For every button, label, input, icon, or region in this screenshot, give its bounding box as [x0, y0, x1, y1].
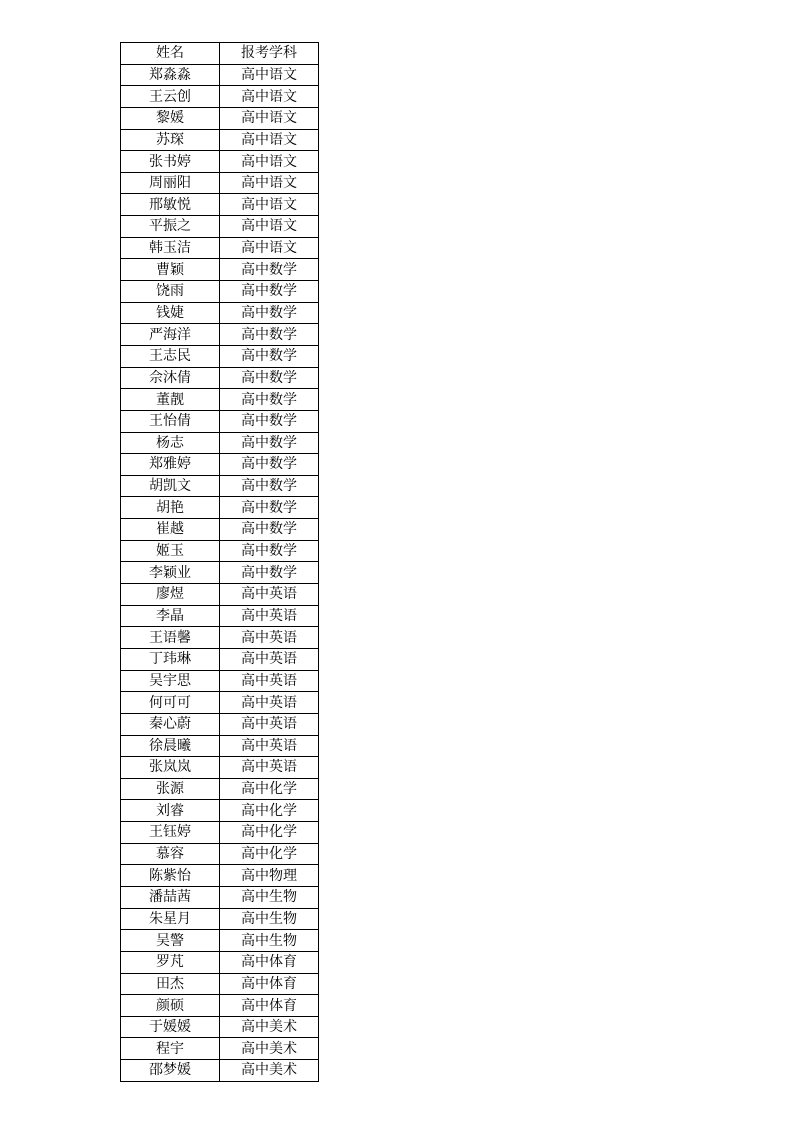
cell-subject: 高中数学 [220, 410, 319, 432]
cell-subject: 高中数学 [220, 540, 319, 562]
cell-subject: 高中英语 [220, 670, 319, 692]
cell-subject: 高中英语 [220, 648, 319, 670]
table-body [121, 64, 319, 1081]
table-row [121, 778, 319, 800]
cell-name: 黎媛 [121, 107, 220, 129]
table-row [121, 281, 319, 303]
cell-subject: 高中语文 [220, 216, 319, 238]
table-row [121, 410, 319, 432]
table-row [121, 648, 319, 670]
cell-subject: 高中数学 [220, 324, 319, 346]
table-row [121, 216, 319, 238]
cell-name: 姬玉 [121, 540, 220, 562]
table-row [121, 930, 319, 952]
cell-name: 李晶 [121, 605, 220, 627]
cell-name: 崔越 [121, 519, 220, 541]
cell-name: 程宇 [121, 1038, 220, 1060]
table-row [121, 757, 319, 779]
cell-subject: 高中数学 [220, 432, 319, 454]
cell-name: 钱婕 [121, 302, 220, 324]
cell-subject: 高中化学 [220, 800, 319, 822]
cell-subject: 高中语文 [220, 172, 319, 194]
table-row [121, 497, 319, 519]
cell-subject: 高中美术 [220, 1060, 319, 1082]
cell-subject: 高中数学 [220, 367, 319, 389]
cell-subject: 高中生物 [220, 908, 319, 930]
cell-name: 董靓 [121, 389, 220, 411]
cell-subject: 高中数学 [220, 259, 319, 281]
cell-subject: 高中英语 [220, 627, 319, 649]
cell-name: 吴宇思 [121, 670, 220, 692]
cell-name: 陈紫怡 [121, 865, 220, 887]
table-row [121, 172, 319, 194]
cell-name: 于媛媛 [121, 1016, 220, 1038]
cell-name: 何可可 [121, 692, 220, 714]
table-row [121, 432, 319, 454]
cell-subject: 高中语文 [220, 194, 319, 216]
table-row [121, 1060, 319, 1082]
table-row [121, 584, 319, 606]
table-row [121, 324, 319, 346]
table-row [121, 562, 319, 584]
cell-name: 邢敏悦 [121, 194, 220, 216]
table-row [121, 670, 319, 692]
cell-name: 胡艳 [121, 497, 220, 519]
table-row [121, 194, 319, 216]
cell-name: 严海洋 [121, 324, 220, 346]
table-row [121, 389, 319, 411]
table-row [121, 713, 319, 735]
cell-name: 颜硕 [121, 995, 220, 1017]
cell-subject: 高中化学 [220, 778, 319, 800]
cell-subject: 高中数学 [220, 519, 319, 541]
table-row [121, 800, 319, 822]
header-name: 姓名 [121, 43, 220, 65]
cell-subject: 高中数学 [220, 454, 319, 476]
table-row [121, 822, 319, 844]
cell-name: 刘睿 [121, 800, 220, 822]
cell-name: 苏琛 [121, 129, 220, 151]
cell-name: 徐晨曦 [121, 735, 220, 757]
table-row [121, 86, 319, 108]
cell-name: 潘喆茜 [121, 886, 220, 908]
cell-name: 邵梦媛 [121, 1060, 220, 1082]
cell-name: 廖煜 [121, 584, 220, 606]
cell-subject: 高中英语 [220, 584, 319, 606]
cell-name: 张岚岚 [121, 757, 220, 779]
cell-name: 郑淼淼 [121, 64, 220, 86]
table-row [121, 951, 319, 973]
cell-name: 胡凯文 [121, 475, 220, 497]
cell-name: 罗芃 [121, 951, 220, 973]
cell-name: 郑雅婷 [121, 454, 220, 476]
cell-subject: 高中美术 [220, 1016, 319, 1038]
cell-subject: 高中生物 [220, 886, 319, 908]
table-row [121, 865, 319, 887]
table-row [121, 973, 319, 995]
table-row [121, 259, 319, 281]
table-row [121, 627, 319, 649]
cell-name: 王语馨 [121, 627, 220, 649]
cell-subject: 高中化学 [220, 843, 319, 865]
table-row [121, 454, 319, 476]
cell-subject: 高中英语 [220, 713, 319, 735]
table-row [121, 692, 319, 714]
table-row [121, 519, 319, 541]
cell-name: 周丽阳 [121, 172, 220, 194]
cell-subject: 高中数学 [220, 562, 319, 584]
cell-subject: 高中数学 [220, 345, 319, 367]
table-row [121, 475, 319, 497]
header-row [121, 43, 319, 65]
cell-name: 王钰婷 [121, 822, 220, 844]
cell-name: 丁玮琳 [121, 648, 220, 670]
table-row [121, 107, 319, 129]
table-row [121, 367, 319, 389]
cell-name: 田杰 [121, 973, 220, 995]
table-row [121, 843, 319, 865]
cell-subject: 高中体育 [220, 951, 319, 973]
table-row [121, 1016, 319, 1038]
table-row [121, 908, 319, 930]
table-row [121, 1038, 319, 1060]
table-row [121, 345, 319, 367]
cell-subject: 高中生物 [220, 930, 319, 952]
table-row [121, 735, 319, 757]
cell-name: 秦心蔚 [121, 713, 220, 735]
cell-subject: 高中英语 [220, 735, 319, 757]
cell-name: 王志民 [121, 345, 220, 367]
cell-name: 佘沐倩 [121, 367, 220, 389]
cell-name: 王怡倩 [121, 410, 220, 432]
table-row [121, 151, 319, 173]
table-row [121, 605, 319, 627]
table-row [121, 886, 319, 908]
cell-subject: 高中化学 [220, 822, 319, 844]
applicant-table [120, 42, 319, 1082]
cell-subject: 高中语文 [220, 86, 319, 108]
cell-name: 曹颖 [121, 259, 220, 281]
cell-name: 李颖业 [121, 562, 220, 584]
cell-subject: 高中数学 [220, 302, 319, 324]
cell-name: 慕容 [121, 843, 220, 865]
cell-subject: 高中美术 [220, 1038, 319, 1060]
cell-subject: 高中数学 [220, 475, 319, 497]
table-row [121, 64, 319, 86]
cell-name: 吴警 [121, 930, 220, 952]
cell-name: 朱星月 [121, 908, 220, 930]
cell-subject: 高中语文 [220, 64, 319, 86]
table-row [121, 129, 319, 151]
cell-subject: 高中数学 [220, 389, 319, 411]
table-row [121, 540, 319, 562]
cell-subject: 高中语文 [220, 107, 319, 129]
cell-subject: 高中英语 [220, 757, 319, 779]
cell-subject: 高中体育 [220, 973, 319, 995]
cell-subject: 高中体育 [220, 995, 319, 1017]
cell-subject: 高中英语 [220, 692, 319, 714]
cell-name: 饶雨 [121, 281, 220, 303]
cell-subject: 高中英语 [220, 605, 319, 627]
cell-subject: 高中物理 [220, 865, 319, 887]
cell-name: 王云创 [121, 86, 220, 108]
cell-subject: 高中语文 [220, 151, 319, 173]
header-subject: 报考学科 [220, 43, 319, 65]
cell-name: 张书婷 [121, 151, 220, 173]
cell-name: 杨志 [121, 432, 220, 454]
cell-subject: 高中数学 [220, 497, 319, 519]
table-row [121, 995, 319, 1017]
cell-subject: 高中语文 [220, 129, 319, 151]
cell-subject: 高中语文 [220, 237, 319, 259]
cell-name: 张源 [121, 778, 220, 800]
table-row [121, 302, 319, 324]
cell-name: 平振之 [121, 216, 220, 238]
table-row [121, 237, 319, 259]
cell-name: 韩玉洁 [121, 237, 220, 259]
cell-subject: 高中数学 [220, 281, 319, 303]
